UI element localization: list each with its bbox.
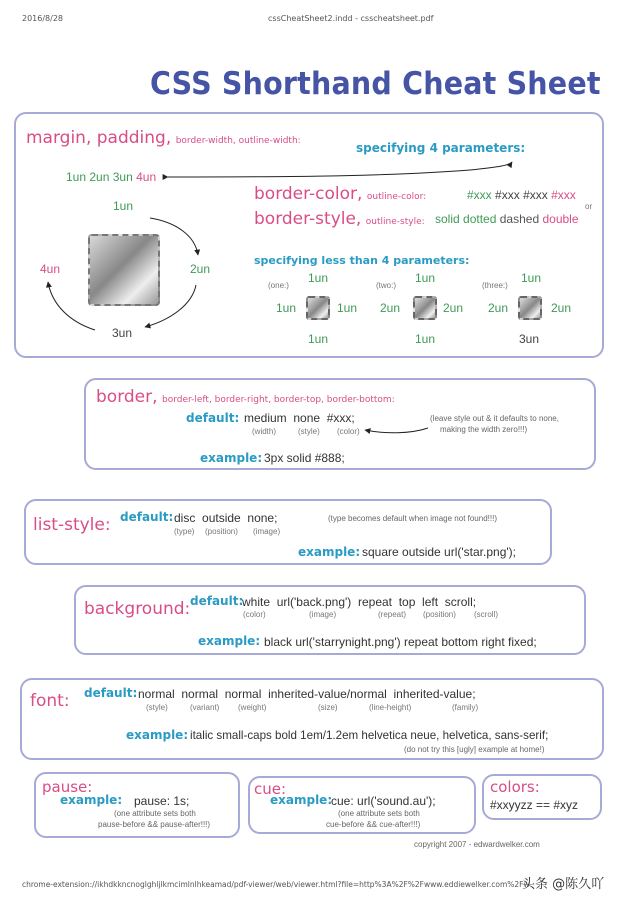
style-value-1: solid	[435, 212, 460, 226]
border-example: 3px solid #888;	[264, 451, 345, 465]
border-color-label: border-color,	[254, 184, 363, 204]
sequence-3: 3un	[112, 170, 133, 184]
three-label: (three:)	[482, 281, 508, 290]
cue-note-1: (one attribute sets both	[338, 809, 420, 818]
background-default-label: default:	[190, 594, 244, 608]
background-default-color: white	[242, 595, 271, 609]
style-value-4: double	[542, 212, 579, 226]
list-style-note: (type becomes default when image not found!!!)	[328, 514, 497, 523]
background-example-label: example:	[198, 634, 261, 648]
font-default-weight: normal	[224, 687, 262, 701]
list-style-hint-type: (type)	[174, 527, 195, 536]
arrow-border-note	[365, 428, 428, 433]
list-style-hint-position: (position)	[205, 527, 238, 536]
font-default-family: inherited-value;	[393, 687, 476, 701]
font-hint-variant: (variant)	[190, 703, 220, 712]
three-bottom: 3un	[519, 332, 540, 346]
border-example-label: example:	[200, 451, 263, 465]
one-left: 1un	[276, 301, 297, 315]
copyright: copyright 2007 - edwardwelker.com	[414, 840, 540, 849]
two-top: 1un	[415, 271, 436, 285]
sequence-1: 1un	[66, 170, 87, 184]
arrow-sequence	[168, 162, 512, 177]
diagram-right: 2un	[190, 262, 211, 276]
background-default-left: left	[422, 595, 439, 609]
list-style-default-type: disc	[174, 511, 196, 525]
cue-example: cue: url('sound.au');	[331, 794, 436, 808]
color-value-2: #xxx	[495, 188, 520, 202]
border-heading-sub: border-left, border-right, border-top, border-bottom:	[161, 395, 395, 405]
one-right: 1un	[337, 301, 358, 315]
font-default-variant: normal	[181, 687, 219, 701]
or-label: or	[585, 202, 593, 211]
font-note: (do not try this [ugly] example at home!)	[404, 745, 545, 754]
one-top: 1un	[308, 271, 329, 285]
one-bottom: 1un	[308, 332, 329, 346]
font-heading: font:	[30, 691, 70, 711]
font-default-size-line-height: inherited-value/normal	[268, 687, 387, 701]
diagram-left: 4un	[40, 262, 61, 276]
arrow-top-right	[150, 218, 198, 255]
margin-heading: margin, padding,	[26, 128, 172, 148]
pause-note-2: pause-before && pause-after!!!)	[98, 820, 211, 829]
outline-style-label: outline-style:	[365, 217, 425, 227]
background-default-repeat: repeat	[357, 595, 393, 609]
page-title: CSS Shorthand Cheat Sheet	[150, 66, 601, 102]
pause-heading: pause:	[42, 778, 93, 796]
border-hint-width: (width)	[252, 427, 277, 436]
border-hint-style: (style)	[298, 427, 320, 436]
specifying-less-label: specifying less than 4 parameters:	[254, 254, 470, 267]
font-default-style: normal	[138, 687, 175, 701]
color-value-3: #xxx	[523, 188, 548, 202]
font-example: italic small-caps bold 1em/1.2em helvetica neue, helvetica, sans-serif;	[190, 729, 549, 742]
border-default-style: none	[293, 411, 321, 425]
font-hint-family: (family)	[452, 703, 479, 712]
two-right: 2un	[443, 301, 464, 315]
style-value-3: dashed	[499, 212, 540, 226]
one-label: (one:)	[268, 281, 289, 290]
background-default-top: top	[398, 595, 416, 609]
list-style-example: square outside url('star.png');	[362, 545, 516, 559]
border-default-width: medium	[244, 411, 287, 425]
two-left: 2un	[380, 301, 401, 315]
list-style-example-label: example:	[298, 545, 361, 559]
margin-heading-sub: border-width, outline-width:	[175, 136, 301, 146]
background-default-image: url('back.png')	[276, 595, 352, 609]
background-hint-position: (position)	[423, 610, 456, 619]
cue-heading: cue:	[254, 780, 287, 798]
colors-example: #xxyyzz == #xyz	[490, 798, 579, 812]
style-value-2: dotted	[463, 212, 497, 226]
background-heading: background:	[84, 599, 191, 619]
two-label: (two:)	[376, 281, 396, 290]
list-style-heading: list-style:	[33, 515, 111, 535]
background-hint-scroll: (scroll)	[474, 610, 498, 619]
three-left: 2un	[488, 301, 509, 315]
pause-note-1: (one attribute sets both	[114, 809, 196, 818]
url-footer: chrome-extension://ikhdkkncnoglghljlkmcimlnlhkeamad/pdf-viewer/web/viewer.html?file=http%3A%2F%2Fwww.eddiewelker.com%2Fw	[22, 880, 530, 889]
background-example: black url('starrynight.png') repeat bottom right fixed;	[264, 635, 537, 649]
document-title: cssCheatSheet2.indd - csscheatsheet.pdf	[268, 14, 434, 23]
outline-color-label: outline-color:	[366, 192, 427, 202]
sequence-4: 4un	[136, 170, 157, 184]
print-date: 2016/8/28	[22, 14, 64, 23]
font-example-label: example:	[126, 728, 189, 742]
background-hint-image: (image)	[309, 610, 337, 619]
border-default-label: default:	[186, 411, 240, 425]
border-heading: border,	[96, 387, 158, 407]
color-value-4: #xxx	[551, 188, 576, 202]
font-default-label: default:	[84, 686, 138, 700]
diagram-top: 1un	[113, 199, 134, 213]
cue-note-2: cue-before && cue-after!!!)	[326, 820, 421, 829]
diagram-bottom: 3un	[112, 326, 133, 340]
font-hint-line-height: (line-height)	[369, 703, 412, 712]
arrow-right-bottom	[145, 285, 196, 327]
font-hint-size: (size)	[318, 703, 338, 712]
sequence-2: 2un	[89, 170, 110, 184]
font-hint-weight: (weight)	[238, 703, 267, 712]
pause-example: pause: 1s;	[134, 794, 190, 808]
cue-example-label: example:	[270, 793, 333, 807]
list-style-default-image: none;	[247, 511, 278, 525]
two-bottom: 1un	[415, 332, 436, 346]
list-style-default-label: default:	[120, 510, 174, 524]
background-default-scroll: scroll;	[444, 595, 477, 609]
border-note-2: making the width zero!!!)	[440, 425, 528, 434]
three-top: 1un	[521, 271, 542, 285]
border-hint-color: (color)	[337, 427, 360, 436]
colors-heading: colors:	[490, 778, 540, 796]
color-value-1: #xxx	[467, 188, 492, 202]
background-hint-color: (color)	[243, 610, 266, 619]
specifying-4-label: specifying 4 parameters:	[356, 141, 526, 155]
font-hint-style: (style)	[146, 703, 168, 712]
border-default-color: #xxx;	[326, 411, 355, 425]
pause-example-label: example:	[60, 793, 123, 807]
border-note-1: (leave style out & it defaults to none,	[430, 414, 559, 423]
list-style-default-position: outside	[202, 511, 241, 525]
three-right: 2un	[551, 301, 572, 315]
list-style-hint-image: (image)	[253, 527, 281, 536]
arrow-bottom-left	[48, 282, 95, 330]
border-style-label: border-style,	[254, 209, 362, 229]
watermark: 头条 @陈久吖	[522, 877, 605, 892]
background-hint-repeat: (repeat)	[378, 610, 407, 619]
